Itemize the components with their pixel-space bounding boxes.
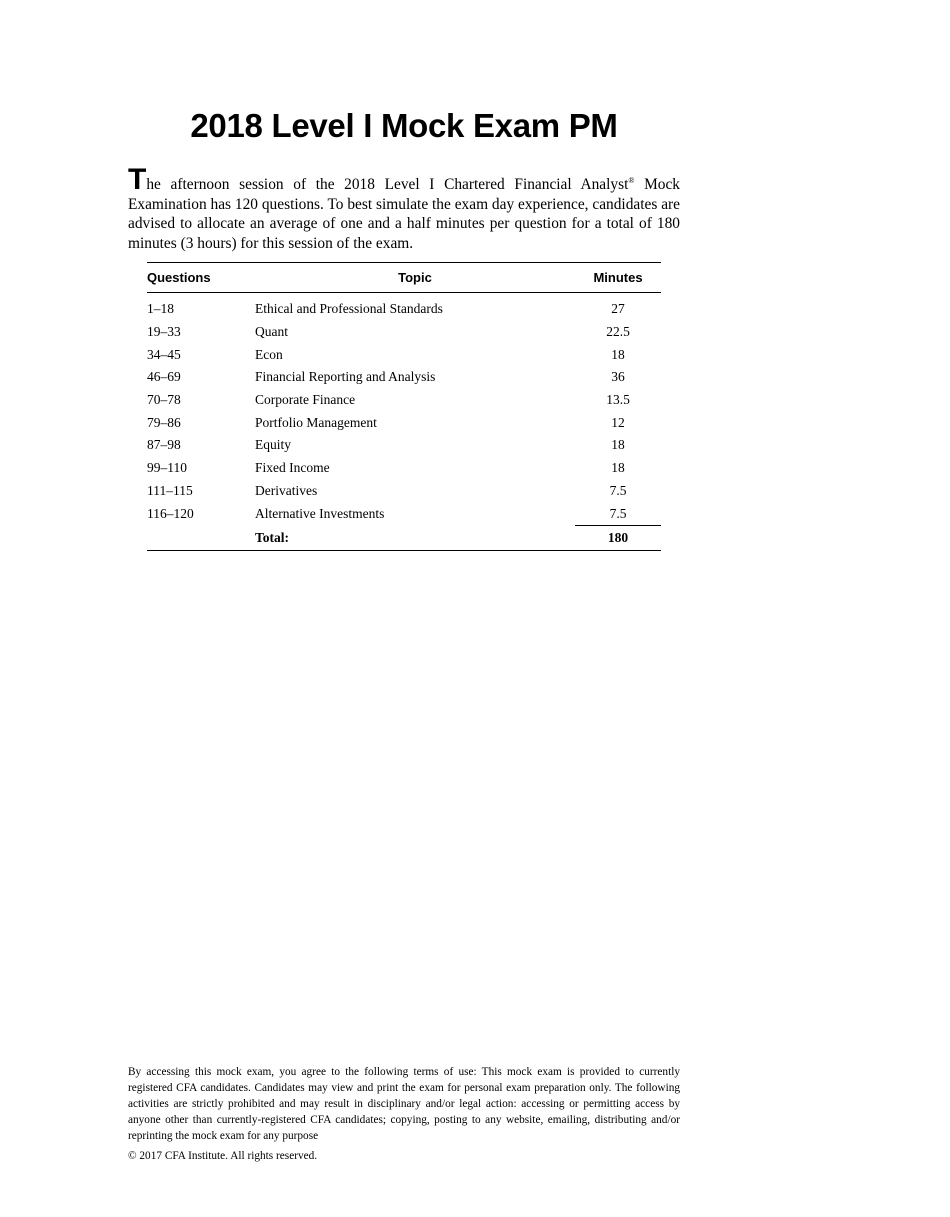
row-minutes: 22.5: [606, 324, 630, 340]
total-minutes: 180: [575, 525, 661, 550]
row-minutes: 27: [611, 301, 625, 317]
row-topic: Portfolio Management: [255, 414, 377, 430]
row-questions: 34–45: [147, 346, 181, 362]
header-topic: Topic: [255, 263, 575, 293]
row-topic: Ethical and Professional Standards: [255, 301, 443, 317]
row-minutes: 13.5: [606, 392, 630, 408]
row-questions: 87–98: [147, 437, 181, 453]
total-label: Total:: [255, 525, 575, 550]
table-row: [147, 480, 661, 503]
table-total-row: [147, 525, 661, 550]
table-row: [147, 502, 661, 525]
row-topic: Alternative Investments: [255, 505, 385, 521]
terms-of-use: By accessing this mock exam, you agree to the following terms of use: This mock exam is provided to currently registered CFA candidates. Candidates may view and print the exam for personal exam preparation only. The following activities are strictly prohibited and may result in disciplinary and/or legal action: accessing or permitting access by anyone other than currently-registered CFA candidates; copying, posting to any website, emailing, distributing and/or reprinting the mock exam for any purpose: [128, 1066, 680, 1142]
row-questions: 99–110: [147, 460, 187, 476]
page-title: 2018 Level I Mock Exam PM: [190, 107, 618, 144]
header-minutes: Minutes: [575, 263, 661, 293]
row-minutes: 36: [611, 369, 625, 385]
row-minutes: 18: [611, 346, 625, 362]
row-questions: 111–115: [147, 482, 193, 498]
row-minutes: 12: [611, 414, 625, 430]
row-topic: Quant: [255, 324, 288, 340]
table-row: [147, 321, 661, 344]
row-minutes: 18: [611, 437, 625, 453]
row-topic: Fixed Income: [255, 460, 330, 476]
row-topic: Financial Reporting and Analysis: [255, 369, 436, 385]
row-questions: 79–86: [147, 414, 181, 430]
drop-cap: T: [128, 163, 147, 196]
row-questions: 70–78: [147, 392, 181, 408]
row-topic: Econ: [255, 346, 283, 362]
row-questions: 1–18: [147, 301, 174, 317]
table-row: [147, 411, 661, 434]
intro-text-end: Mock Examination has 120 questions. To best simulate the exam day experience, candidates are advised to allocate an average of one and a half minutes per question for a total of 180 minutes (3 hours) for this session of the exam.: [128, 176, 680, 252]
table-row: [147, 389, 661, 412]
row-questions: 116–120: [147, 505, 194, 521]
row-minutes: 18: [611, 460, 625, 476]
row-topic: Equity: [255, 437, 291, 453]
row-topic: Corporate Finance: [255, 392, 356, 408]
row-questions: 19–33: [147, 324, 181, 340]
row-minutes: 7.5: [575, 502, 661, 525]
registered-mark: ®: [628, 175, 635, 185]
table-row: [147, 366, 661, 389]
exam-schedule-table: [147, 262, 661, 551]
intro-text-start: he afternoon session of the 2018 Level I Chartered Financial Analyst: [146, 176, 629, 193]
row-questions: 46–69: [147, 369, 181, 385]
table-row: [147, 343, 661, 366]
header-questions: Questions: [147, 263, 255, 293]
row-minutes: 7.5: [609, 482, 627, 498]
table-row: [147, 298, 661, 321]
table-header-row: [147, 263, 661, 293]
table-row: [147, 434, 661, 457]
table-row: [147, 457, 661, 480]
row-topic: Derivatives: [255, 482, 318, 498]
intro-paragraph: [128, 163, 680, 253]
copyright-notice: © 2017 CFA Institute. All rights reserved.: [128, 1150, 318, 1162]
total-empty-cell: [147, 525, 255, 550]
